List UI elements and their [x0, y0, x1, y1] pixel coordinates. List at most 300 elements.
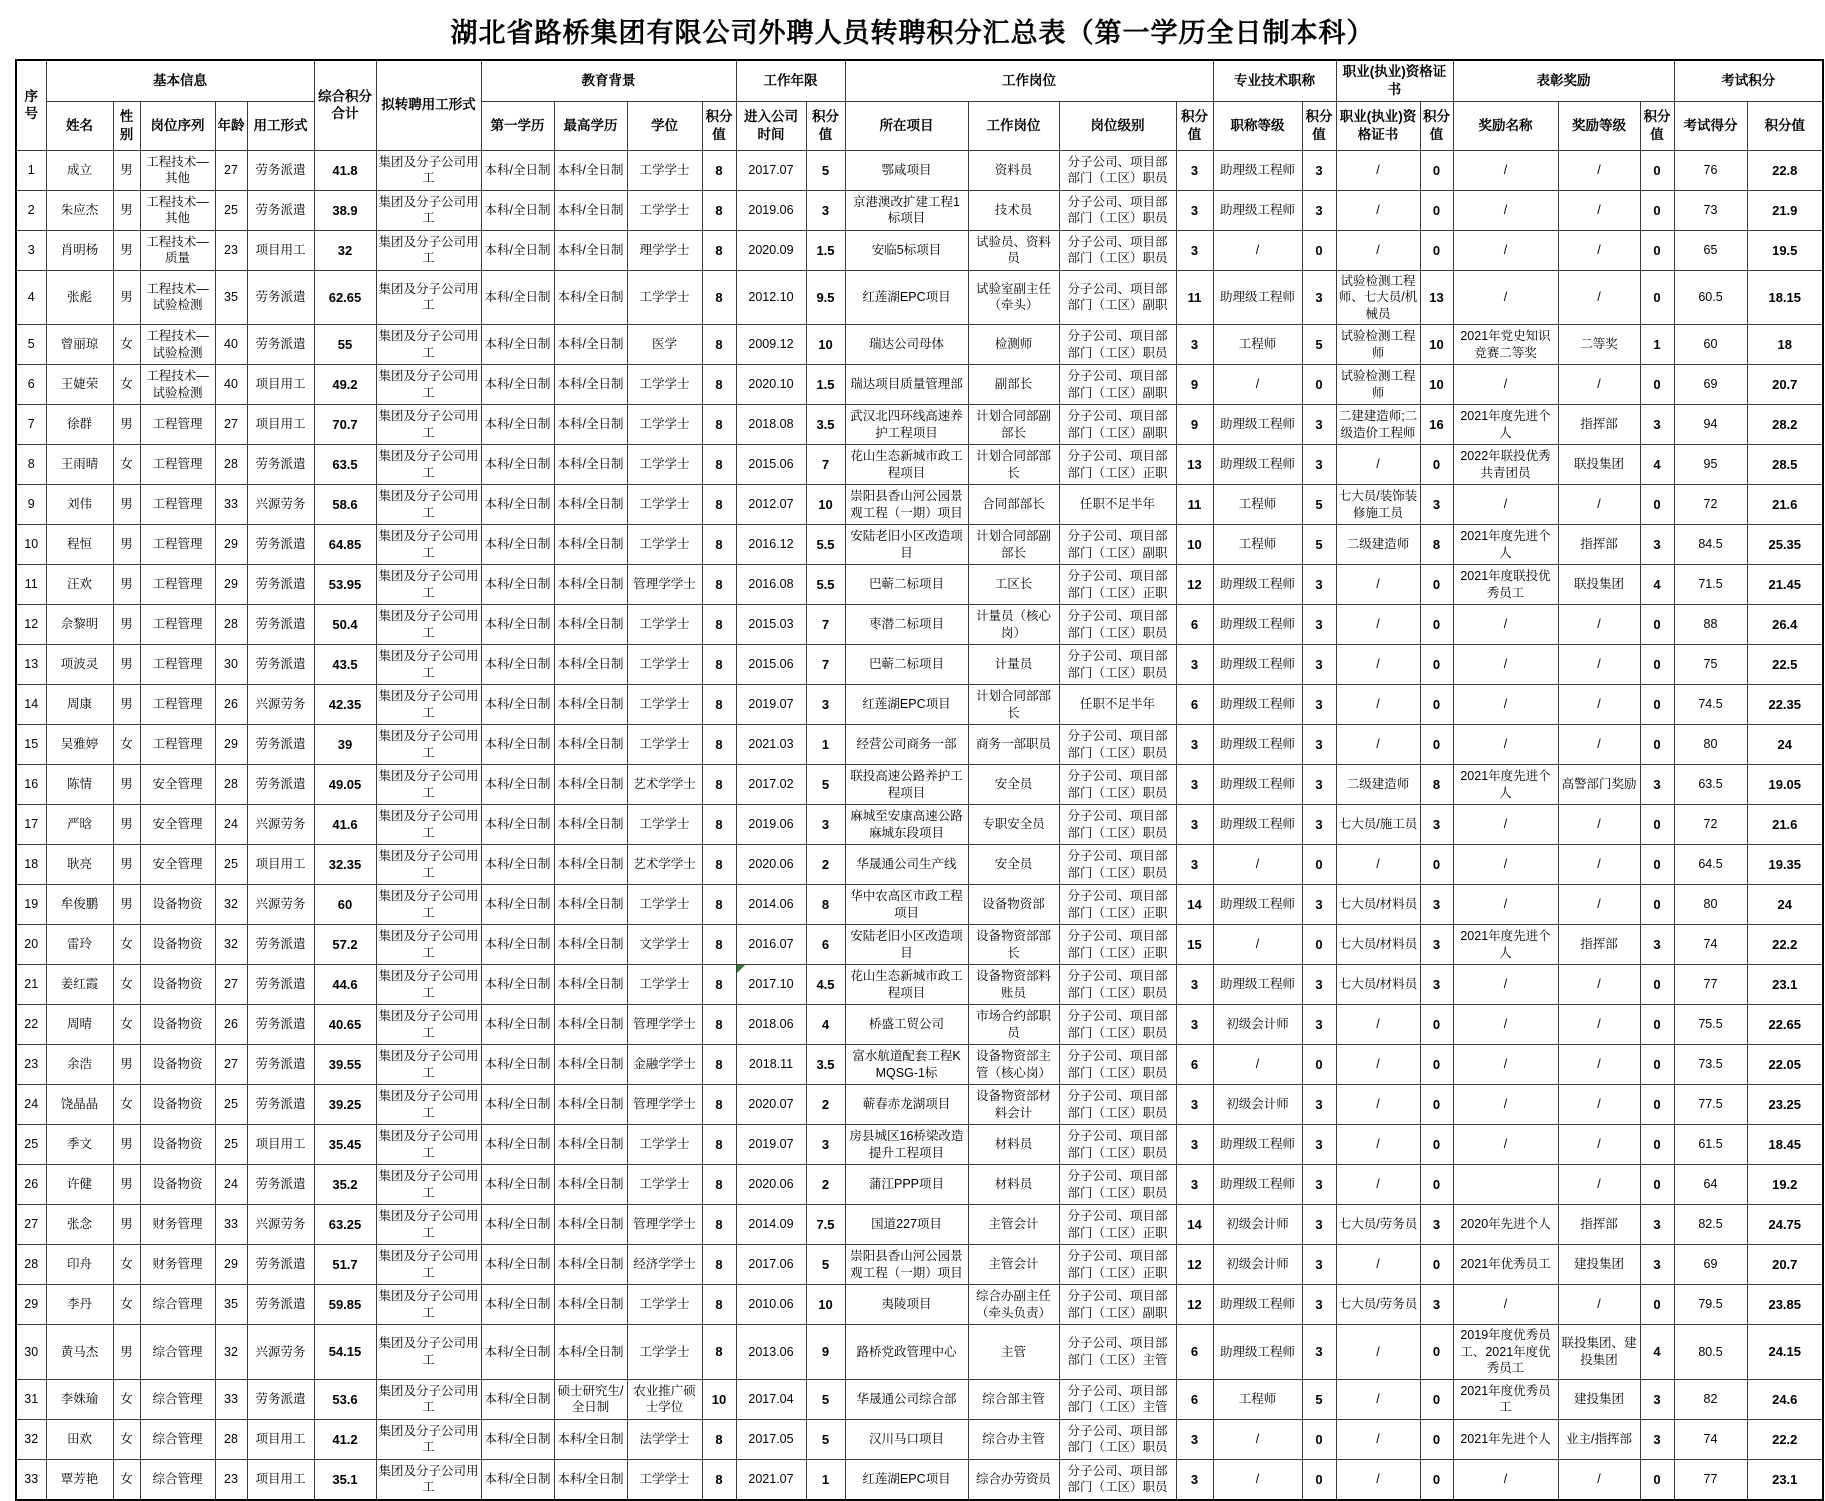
cell: 徐群 [46, 405, 113, 445]
cell: 七大员/材料员 [1336, 925, 1420, 965]
cell: 3 [1302, 405, 1336, 445]
cell: 法学学士 [627, 1419, 702, 1459]
cell: 分子公司、项目部部门（工区）副职 [1059, 525, 1176, 565]
cell: 65 [1674, 230, 1747, 270]
cell: 设备物资 [140, 925, 215, 965]
cell: 成立 [46, 150, 113, 190]
table-row [16, 1245, 1823, 1285]
cell: 64.85 [314, 525, 376, 565]
cell: 本科/全日制 [554, 1325, 627, 1380]
cell: 0 [1302, 925, 1336, 965]
cell: 集团及分子公司用工 [376, 845, 481, 885]
column-group-header: 工作年限 [736, 60, 845, 101]
cell: 花山生态新城市政工程项目 [845, 445, 968, 485]
cell: 分子公司、项目部部门（工区）职员 [1059, 845, 1176, 885]
cell: / [1453, 885, 1558, 925]
cell: 26.4 [1747, 605, 1823, 645]
cell: 7.5 [806, 1205, 845, 1245]
cell: 集团及分子公司用工 [376, 405, 481, 445]
cell: 23 [215, 1459, 247, 1500]
cell: 26 [215, 1005, 247, 1045]
cell: 瑞达公司母体 [845, 325, 968, 365]
cell: 助理级工程师 [1213, 405, 1302, 445]
cell: 男 [113, 270, 140, 325]
cell: 3 [1176, 1419, 1213, 1459]
cell: 本科/全日制 [554, 1285, 627, 1325]
cell: 女 [113, 365, 140, 405]
cell: 本科/全日制 [481, 925, 554, 965]
cell: 二等奖 [1558, 325, 1640, 365]
cell: 80 [1674, 885, 1747, 925]
cell: 建投集团 [1558, 1379, 1640, 1419]
cell: / [1558, 845, 1640, 885]
cell: 24 [215, 805, 247, 845]
cell: 七大员/装饰装修施工员 [1336, 485, 1420, 525]
column-header: 岗位序列 [140, 101, 215, 150]
cell: 35.1 [314, 1459, 376, 1500]
cell: 6 [806, 925, 845, 965]
cell: 专职安全员 [968, 805, 1059, 845]
cell: 设备物资部 [968, 885, 1059, 925]
cell: 劳务派遣 [247, 1245, 314, 1285]
table-row [16, 1379, 1823, 1419]
cell: 2017.05 [736, 1419, 806, 1459]
cell: 女 [113, 965, 140, 1005]
cell: 七大员/劳务员 [1336, 1205, 1420, 1245]
cell: 3 [806, 1125, 845, 1165]
cell: 2013.06 [736, 1325, 806, 1380]
cell: / [1453, 1125, 1558, 1165]
cell: 周康 [46, 685, 113, 725]
cell: 设备物资部部长 [968, 925, 1059, 965]
cell: / [1558, 725, 1640, 765]
cell: 合同部部长 [968, 485, 1059, 525]
cell: 28 [16, 1245, 46, 1285]
cell: 饶晶晶 [46, 1085, 113, 1125]
cell: 41.6 [314, 805, 376, 845]
cell: 39 [314, 725, 376, 765]
cell: 分子公司、项目部部门（工区）职员 [1059, 805, 1176, 845]
cell: 75.5 [1674, 1005, 1747, 1045]
cell: / [1558, 1005, 1640, 1045]
cell: 本科/全日制 [554, 325, 627, 365]
cell: 28.2 [1747, 405, 1823, 445]
cell: 华晟通公司生产线 [845, 845, 968, 885]
cell: 检测师 [968, 325, 1059, 365]
cell: 62.65 [314, 270, 376, 325]
cell: 1 [16, 150, 46, 190]
cell: 3 [1420, 1205, 1453, 1245]
cell: 2016.07 [736, 925, 806, 965]
cell: 工程管理 [140, 605, 215, 645]
cell: 综合办劳资员 [968, 1459, 1059, 1500]
cell: 8 [702, 1005, 736, 1045]
cell: 工学学士 [627, 685, 702, 725]
cell: 8 [702, 1125, 736, 1165]
cell: 3 [806, 685, 845, 725]
cell: 劳务派遣 [247, 325, 314, 365]
cell: / [1336, 1459, 1420, 1500]
cell: 项目用工 [247, 845, 314, 885]
cell: 本科/全日制 [481, 685, 554, 725]
cell: / [1336, 230, 1420, 270]
cell: 0 [1640, 605, 1674, 645]
cell: 姜红霞 [46, 965, 113, 1005]
cell: 0 [1640, 190, 1674, 230]
cell: 2017.10 [736, 965, 806, 1005]
cell: 8 [702, 925, 736, 965]
cell: 11 [16, 565, 46, 605]
cell: 8 [702, 685, 736, 725]
cell: 女 [113, 1379, 140, 1419]
cell: 53.95 [314, 565, 376, 605]
cell: 3 [1302, 725, 1336, 765]
cell: 崇阳县香山河公园景观工程（一期）项目 [845, 1245, 968, 1285]
cell: 助理级工程师 [1213, 270, 1302, 325]
cell: 本科/全日制 [481, 805, 554, 845]
cell: 本科/全日制 [554, 925, 627, 965]
cell: 集团及分子公司用工 [376, 270, 481, 325]
cell: 集团及分子公司用工 [376, 805, 481, 845]
cell: 设备物资 [140, 965, 215, 1005]
cell: 2021年度先进个人 [1453, 525, 1558, 565]
cell: 30 [215, 645, 247, 685]
cell: 花山生态新城市政工程项目 [845, 965, 968, 1005]
table-row [16, 1285, 1823, 1325]
cell: 本科/全日制 [481, 1325, 554, 1380]
cell: 二级建造师 [1336, 765, 1420, 805]
cell: 2019.06 [736, 805, 806, 845]
cell: 劳务派遣 [247, 150, 314, 190]
cell: 74 [1674, 925, 1747, 965]
cell: 22.65 [1747, 1005, 1823, 1045]
cell: 6 [1176, 1045, 1213, 1085]
cell: 设备物资 [140, 1125, 215, 1165]
cell: 财务管理 [140, 1245, 215, 1285]
cell: 男 [113, 645, 140, 685]
cell: 0 [1640, 885, 1674, 925]
cell: 22.5 [1747, 645, 1823, 685]
cell: 9 [806, 1325, 845, 1380]
cell: 综合管理 [140, 1325, 215, 1380]
cell: 80 [1674, 725, 1747, 765]
cell: 42.35 [314, 685, 376, 725]
cell: 6 [1176, 1379, 1213, 1419]
cell: 本科/全日制 [554, 1045, 627, 1085]
table-row [16, 645, 1823, 685]
column-header: 性别 [113, 101, 140, 150]
cell: 32 [16, 1419, 46, 1459]
cell: 8 [702, 445, 736, 485]
cell: 集团及分子公司用工 [376, 685, 481, 725]
cell: 设备物资部料账员 [968, 965, 1059, 1005]
cell: 建投集团 [1558, 1245, 1640, 1285]
cell: 26 [16, 1165, 46, 1205]
cell: 本科/全日制 [481, 1459, 554, 1500]
cell: / [1558, 1045, 1640, 1085]
table-row [16, 1419, 1823, 1459]
cell: 63.5 [314, 445, 376, 485]
cell: 指挥部 [1558, 525, 1640, 565]
table-row [16, 1005, 1823, 1045]
cell: 工学学士 [627, 525, 702, 565]
cell: 汉川马口项目 [845, 1419, 968, 1459]
cell: 82 [1674, 1379, 1747, 1419]
cell: 田欢 [46, 1419, 113, 1459]
cell: 项目用工 [247, 1459, 314, 1500]
cell: 28 [215, 765, 247, 805]
cell: 集团及分子公司用工 [376, 1379, 481, 1419]
cell: 许健 [46, 1165, 113, 1205]
cell: 分子公司、项目部部门（工区）职员 [1059, 1459, 1176, 1500]
cell: 分子公司、项目部部门（工区）职员 [1059, 605, 1176, 645]
cell: 助理级工程师 [1213, 725, 1302, 765]
cell: 安陆老旧小区改造项目 [845, 525, 968, 565]
cell: 分子公司、项目部部门（工区）职员 [1059, 230, 1176, 270]
column-header: 所在项目 [845, 101, 968, 150]
column-header: 学位 [627, 101, 702, 150]
cell: 主管 [968, 1325, 1059, 1380]
cell: 3 [806, 805, 845, 845]
cell: 试验检测工程师 [1336, 365, 1420, 405]
cell: 男 [113, 405, 140, 445]
cell: / [1336, 1045, 1420, 1085]
cell: 51.7 [314, 1245, 376, 1285]
cell: 设备物资 [140, 1165, 215, 1205]
cell: 3 [1176, 965, 1213, 1005]
cell: 红莲湖EPC项目 [845, 685, 968, 725]
cell: 3 [1640, 1245, 1674, 1285]
cell: 本科/全日制 [481, 325, 554, 365]
cell: 0 [1302, 1045, 1336, 1085]
cell: 2015.03 [736, 605, 806, 645]
cell: 8 [702, 605, 736, 645]
cell: 集团及分子公司用工 [376, 565, 481, 605]
cell: 金融学学士 [627, 1045, 702, 1085]
cell: 劳务派遣 [247, 445, 314, 485]
cell: 分子公司、项目部部门（工区）正职 [1059, 885, 1176, 925]
column-group-header: 基本信息 [46, 60, 314, 101]
cell: 李姝瑜 [46, 1379, 113, 1419]
cell: 27 [215, 150, 247, 190]
score-summary-table [15, 59, 1824, 1501]
cell: 国道227项目 [845, 1205, 968, 1245]
cell: 3 [1640, 405, 1674, 445]
cell: 项波灵 [46, 645, 113, 685]
cell: / [1453, 965, 1558, 1005]
cell: 工学学士 [627, 645, 702, 685]
cell: 19.35 [1747, 845, 1823, 885]
cell: 安全管理 [140, 805, 215, 845]
cell: 本科/全日制 [554, 525, 627, 565]
cell: 管理学学士 [627, 1005, 702, 1045]
cell: 2017.07 [736, 150, 806, 190]
cell: 助理级工程师 [1213, 685, 1302, 725]
cell: 0 [1640, 685, 1674, 725]
cell: 14 [1176, 1205, 1213, 1245]
cell: 5.5 [806, 565, 845, 605]
cell: 4 [1640, 1325, 1674, 1380]
cell: 助理级工程师 [1213, 565, 1302, 605]
cell: 女 [113, 445, 140, 485]
cell: 分子公司、项目部部门（工区）副职 [1059, 365, 1176, 405]
column-header: 最高学历 [554, 101, 627, 150]
cell: 工学学士 [627, 725, 702, 765]
cell: 李丹 [46, 1285, 113, 1325]
cell: 0 [1640, 845, 1674, 885]
table-row [16, 485, 1823, 525]
cell: 0 [1640, 725, 1674, 765]
cell: 分子公司、项目部部门（工区）职员 [1059, 1125, 1176, 1165]
cell: 77 [1674, 1459, 1747, 1500]
cell: 63.5 [1674, 765, 1747, 805]
cell: / [1336, 1085, 1420, 1125]
column-group-header: 专业技术职称 [1213, 60, 1336, 101]
table-row [16, 405, 1823, 445]
table-row [16, 725, 1823, 765]
cell: 综合管理 [140, 1459, 215, 1500]
cell: 集团及分子公司用工 [376, 1085, 481, 1125]
cell: 王婕荣 [46, 365, 113, 405]
column-header: 进入公司时间 [736, 101, 806, 150]
cell: 女 [113, 725, 140, 765]
cell: 男 [113, 190, 140, 230]
cell: 本科/全日制 [554, 565, 627, 605]
cell: 4 [1640, 565, 1674, 605]
table-row [16, 805, 1823, 845]
cell: 30 [16, 1325, 46, 1380]
cell: 工程管理 [140, 405, 215, 445]
cell: 工程管理 [140, 565, 215, 605]
cell: / [1336, 1419, 1420, 1459]
cell: 指挥部 [1558, 925, 1640, 965]
cell: 红莲湖EPC项目 [845, 1459, 968, 1500]
cell: 14 [1176, 885, 1213, 925]
cell: 巴蕲二标项目 [845, 565, 968, 605]
cell: 2020.09 [736, 230, 806, 270]
cell: 7 [16, 405, 46, 445]
cell: 陈情 [46, 765, 113, 805]
cell: 集团及分子公司用工 [376, 1459, 481, 1500]
cell: / [1213, 230, 1302, 270]
cell: / [1558, 965, 1640, 1005]
cell: 市场合约部职员 [968, 1005, 1059, 1045]
cell: 0 [1420, 1379, 1453, 1419]
cell: 5 [806, 1379, 845, 1419]
cell: 2020.06 [736, 845, 806, 885]
cell: 工程管理 [140, 445, 215, 485]
cell: 38.9 [314, 190, 376, 230]
cell: 2021年度先进个人 [1453, 925, 1558, 965]
cell: 男 [113, 485, 140, 525]
cell: 劳务派遣 [247, 1165, 314, 1205]
cell: 设备物资部主管（核心岗） [968, 1045, 1059, 1085]
cell: 25 [215, 190, 247, 230]
cell: 0 [1640, 230, 1674, 270]
cell: 分子公司、项目部部门（工区）职员 [1059, 190, 1176, 230]
cell: 0 [1640, 1085, 1674, 1125]
cell: 指挥部 [1558, 1205, 1640, 1245]
cell: / [1336, 445, 1420, 485]
cell: 8 [702, 270, 736, 325]
cell: 10 [806, 325, 845, 365]
cell: 5 [16, 325, 46, 365]
cell: 24.15 [1747, 1325, 1823, 1380]
cell: 21.6 [1747, 485, 1823, 525]
cell: / [1453, 605, 1558, 645]
cell: 计划合同部部长 [968, 685, 1059, 725]
cell: / [1336, 1165, 1420, 1205]
cell: 严晗 [46, 805, 113, 845]
cell: 26 [215, 685, 247, 725]
cell: 分子公司、项目部部门（工区）主管 [1059, 1325, 1176, 1380]
cell: 22.2 [1747, 925, 1823, 965]
table-row [16, 845, 1823, 885]
cell: 本科/全日制 [481, 1085, 554, 1125]
cell: 男 [113, 565, 140, 605]
cell: 12 [1176, 1245, 1213, 1285]
table-row [16, 1459, 1823, 1500]
cell: 29 [215, 1245, 247, 1285]
cell: 集团及分子公司用工 [376, 965, 481, 1005]
cell: 雷玲 [46, 925, 113, 965]
cell: 工区长 [968, 565, 1059, 605]
cell: 房县城区16桥梁改造提升工程项目 [845, 1125, 968, 1165]
cell: / [1336, 1245, 1420, 1285]
cell: 3 [1176, 645, 1213, 685]
cell: 35.2 [314, 1165, 376, 1205]
cell: 本科/全日制 [554, 605, 627, 645]
cell: 25 [215, 845, 247, 885]
cell: 分子公司、项目部部门（工区）主管 [1059, 1379, 1176, 1419]
cell: 8 [702, 565, 736, 605]
cell: 9 [1176, 405, 1213, 445]
cell: 本科/全日制 [554, 445, 627, 485]
column-header: 积分值 [1420, 101, 1453, 150]
cell: 枣潜二标项目 [845, 605, 968, 645]
page-title: 湖北省路桥集团有限公司外聘人员转聘积分汇总表（第一学历全日制本科） [450, 18, 1375, 48]
cell: 0 [1640, 270, 1674, 325]
column-header: 用工形式 [247, 101, 314, 150]
cell: 劳务派遣 [247, 925, 314, 965]
cell: 2 [16, 190, 46, 230]
cell: 39.25 [314, 1085, 376, 1125]
cell: 助理级工程师 [1213, 885, 1302, 925]
cell: 28 [215, 605, 247, 645]
cell: 3 [1176, 725, 1213, 765]
cell: 本科/全日制 [554, 1085, 627, 1125]
cell: 本科/全日制 [481, 525, 554, 565]
cell: 95 [1674, 445, 1747, 485]
cell: 工学学士 [627, 270, 702, 325]
cell: 分子公司、项目部部门（工区）职员 [1059, 1045, 1176, 1085]
cell: 试验检测工程师、七大员/机械员 [1336, 270, 1420, 325]
cell: 本科/全日制 [554, 1005, 627, 1045]
cell: 本科/全日制 [554, 645, 627, 685]
cell: 劳务派遣 [247, 1285, 314, 1325]
cell: 19.5 [1747, 230, 1823, 270]
table-row [16, 1205, 1823, 1245]
cell: 女 [113, 1419, 140, 1459]
cell: 艺术学学士 [627, 845, 702, 885]
cell: 工学学士 [627, 1165, 702, 1205]
column-header: 考试得分 [1674, 101, 1747, 150]
cell: 曾丽琼 [46, 325, 113, 365]
cell: 黄马杰 [46, 1325, 113, 1380]
cell: 41.8 [314, 150, 376, 190]
cell: 男 [113, 230, 140, 270]
cell: 3 [1302, 1205, 1336, 1245]
